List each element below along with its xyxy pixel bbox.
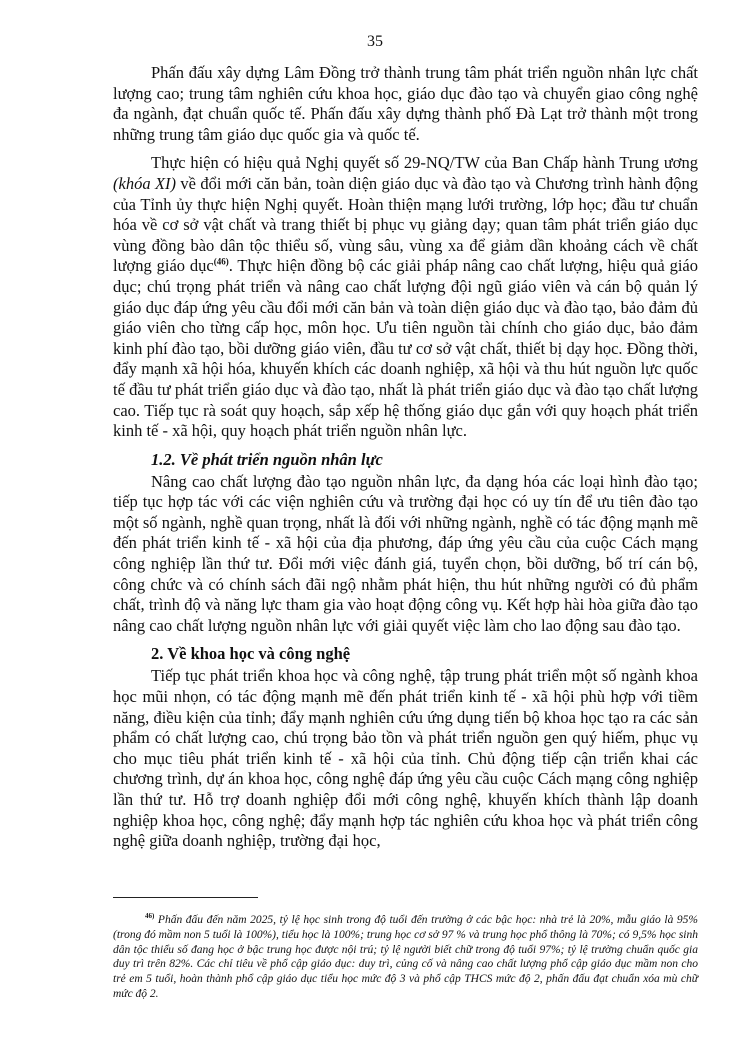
paragraph-human-resources-text: Nâng cao chất lượng đào tạo nguồn nhân lực, đa dạng hóa các loại hình đào tạo; tiếp tục hợp tác với các viện nghiên cứu và trường đại học có uy tín để ưu tiên đào tạo một số ngành, nghề quan trọng, nhất là đối với những ngành, nghề có tác động mạnh mẽ đến phát triển kinh tế - xã hội của địa phương, đáp ứng yêu cầu của cuộc Cách mạng công nghiệp lần thứ tư. Đổi mới việc đánh giá, tuyển chọn, bồi dưỡng, bố trí cán bộ, công chức và có chính sách đãi ngộ nhằm phát hiện, thu hút những người có đủ phẩm chất, trình độ và năng lực tham gia vào hoạt động công vụ. Kết hợp hài hòa giữa đào tạo nâng cao chất lượng nguồn nhân lực với giải quyết việc làm cho lao động sau đào tạo. [113,471,698,635]
footnote-reference: (46) [213,256,229,267]
section-heading-human-resources: 1.2. Về phát triển nguồn nhân lực [151,449,383,469]
paragraph-goal-text: Phấn đấu xây dựng Lâm Đồng trở thành trung tâm phát triển nguồn nhân lực chất lượng cao; trung tâm nghiên cứu khoa học, giáo dục đào tạo và chuyển giao công nghệ đa ngành, đạt chuẩn quốc tế. Phấn đấu xây dựng thành phố Đà Lạt trở thành một trong những trung tâm giáo dục quốc gia và quốc tế. [113,63,698,144]
footnote-text: Phấn đấu đến năm 2025, tỷ lệ học sinh trong độ tuổi đến trường ở các bậc học: nhà trẻ là 20%, mẫu giáo là 95% (trong đó mầm non 5 tuổi là 100%), tiểu học là 100%; trung học cơ sở 97 % và trung học phổ thông là 70%; có 9,5% học sinh dân tộc thiểu số đang học ở bậc trung học được nội trú; tỷ lệ người biết chữ trong độ tuổi 97%; tỷ lệ trường chuẩn quốc gia duy trì trên 82%. Các chỉ tiêu về phổ cập giáo dục: duy trì, củng cố và nâng cao chất lượng phổ cập giáo dục mầm non cho trẻ em 5 tuổi, hoàn thành phổ cập giáo dục tiểu học mức độ 3 và phổ cập THCS mức độ 2, phấn đấu đạt chuẩn xóa mù chữ mức độ 2. [113,914,698,1000]
paragraph-science-technology [113,666,698,851]
footnote-divider [113,897,258,898]
paragraph-human-resources [113,472,698,637]
paragraph-education-text-b: về đổi mới căn bản, toàn diện giáo dục và đào tạo và Chương trình hành động của Tỉnh ủy thực hiện Nghị quyết. Hoàn thiện mạng lưới trường, lớp học; đầu tư chuẩn hóa về cơ sở vật chất và trang thiết bị phục vụ giảng dạy; quan tâm phát triển giáo dục vùng đồng bào dân tộc thiểu số, vùng sâu, vùng xa để giảm dần khoảng cách về chất lượng giáo dục [113,173,699,276]
section-heading-science-technology: 2. Về khoa học và công nghệ [151,644,351,664]
paragraph-goal [113,63,698,145]
footnote [113,913,698,1002]
footnote-number: 46) [145,912,155,921]
paragraph-education-text-a: Thực hiện có hiệu quả Nghị quyết số 29-NQ/TW của Ban Chấp hành Trung ương [151,153,698,173]
paragraph-science-technology-text: Tiếp tục phát triển khoa học và công nghệ, tập trung phát triển một số ngành khoa học mũi nhọn, có tác động mạnh mẽ đến phát triển kinh tế - xã hội phù hợp với tiềm năng, điều kiện của tỉnh; đẩy mạnh nghiên cứu ứng dụng tiến bộ khoa học tạo ra các sản phẩm có chất lượng cao, chú trọng bảo tồn và phát triển nguồn gen quý hiếm, phục vụ cho mục tiêu phát triển kinh tế - xã hội của tỉnh. Chủ động tiếp cận triển khai các chương trình, dự án khoa học, công nghệ đáp ứng yêu cầu cuộc Cách mạng công nghiệp lần thứ tư. Hỗ trợ doanh nghiệp đổi mới công nghệ, khuyến khích thành lập doanh nghiệp khoa học, công nghệ; đẩy mạnh hợp tác nghiên cứu khoa học và phát triển công nghệ giữa doanh nghiệp, trường đại học, [113,666,698,851]
paragraph-education-text-c: . Thực hiện đồng bộ các giải pháp nâng cao chất lượng, hiệu quả giáo dục; chú trọng phát triển và nâng cao chất lượng đội ngũ giáo viên và cán bộ quản lý giáo dục đáp ứng yêu cầu đổi mới căn bản và toàn diện giáo dục và đào tạo, bảo đảm đủ giáo viên cho từng cấp học, môn học. Ưu tiên nguồn tài chính cho giáo dục, bảo đảm kinh phí đào tạo, bồi dưỡng giáo viên, đầu tư cơ sở vật chất, thiết bị dạy học. Đồng thời, đẩy mạnh xã hội hóa, khuyến khích các doanh nghiệp, xã hội và thu hút nguồn lực quốc tế đầu tư phát triển giáo dục và đào tạo, nhất là phát triển giáo dục và đào tạo chất lượng cao. Tiếp tục rà soát quy hoạch, sắp xếp hệ thống giáo dục gắn với quy hoạch phát triển kinh tế - xã hội, quy hoạch phát triển nguồn nhân lực. [113,256,698,441]
document-body [113,63,698,852]
paragraph-education-italic: (khóa XI) [113,173,177,193]
paragraph-education [113,153,698,441]
page-number: 35 [367,33,383,50]
